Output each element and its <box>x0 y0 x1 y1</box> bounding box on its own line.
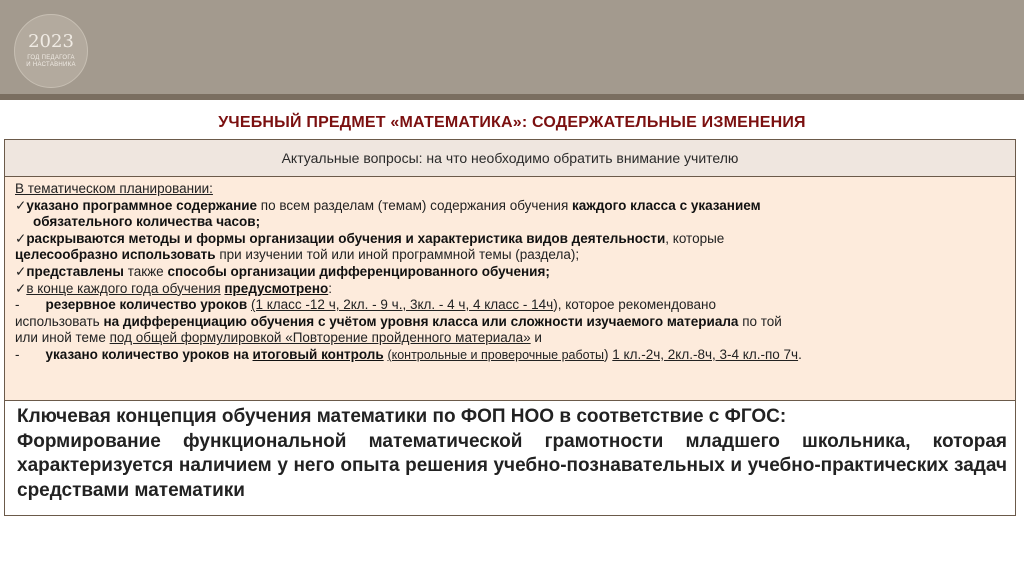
planning-item-1: ✓указано программное содержание по всем разделам (темам) содержания обучения каждого класса с указанием <box>15 197 761 213</box>
header-stripe <box>0 94 1024 100</box>
planning-item-5: - резервное количество уроков (1 класс -12 ч, 2кл. - 9 ч., 3кл. - 4 ч, 4 класс - 14ч), которое рекомендовано <box>15 297 716 313</box>
header-band <box>0 0 1024 94</box>
planning-item-5-cont-2: или иной теме под общей формулировкой «Повторение пройденного материала» и <box>15 330 542 346</box>
planning-intro: В тематическом планировании: <box>15 181 213 196</box>
dash-marker: - <box>15 297 20 313</box>
key-concept-text: Формирование функциональной математической грамотности младшего школьника, которая характеризуется наличием у него опыта решения учебно-познавательных и учебно-практических задач средствами математики <box>17 430 1007 501</box>
check-icon: ✓ <box>15 263 27 279</box>
content-table <box>4 139 1016 516</box>
planning-item-1-cont: обязательного количества часов; <box>33 214 261 230</box>
planning-item-2: ✓раскрываются методы и формы организации обучения и характеристика видов деятельности, которые <box>15 230 725 246</box>
check-icon: ✓ <box>15 230 27 246</box>
question-row: Актуальные вопросы: на что необходимо обратить внимание учителю <box>5 140 1015 177</box>
check-icon: ✓ <box>15 197 27 213</box>
key-concept-heading: Ключевая концепция обучения математики по ФОП НОО в соответствие с ФГОС: <box>17 406 787 427</box>
year-of-teacher-logo <box>14 14 88 88</box>
planning-item-5-cont-1: использовать на дифференциацию обучения с учётом уровня класса или сложности изучаемого материала по той <box>15 313 782 329</box>
dash-marker: - <box>15 346 20 362</box>
check-icon: ✓ <box>15 280 27 296</box>
planning-item-3: ✓представлены также способы организации дифференцированного обучения; <box>15 263 550 279</box>
planning-content-row <box>5 177 1015 401</box>
key-concept-row <box>5 401 1015 503</box>
logo-line-2: И НАСТАВНИКА <box>26 62 76 68</box>
logo-mark: 2023 <box>28 31 74 52</box>
slide-title: УЧЕБНЫЙ ПРЕДМЕТ «МАТЕМАТИКА»: СОДЕРЖАТЕЛЬНЫЕ ИЗМЕНЕНИЯ <box>218 114 806 131</box>
logo-line-1: ГОД ПЕДАГОГА <box>27 55 75 61</box>
planning-item-6: - указано количество уроков на итоговый контроль (контрольные и проверочные работы) 1 кл.-2ч, 2кл.-8ч, 3-4 кл.-по 7ч. <box>15 346 802 362</box>
planning-item-2-cont: целесообразно использовать при изучении той или иной программной темы (раздела); <box>15 247 580 263</box>
planning-item-4: ✓в конце каждого года обучения предусмотрено: <box>15 280 332 296</box>
